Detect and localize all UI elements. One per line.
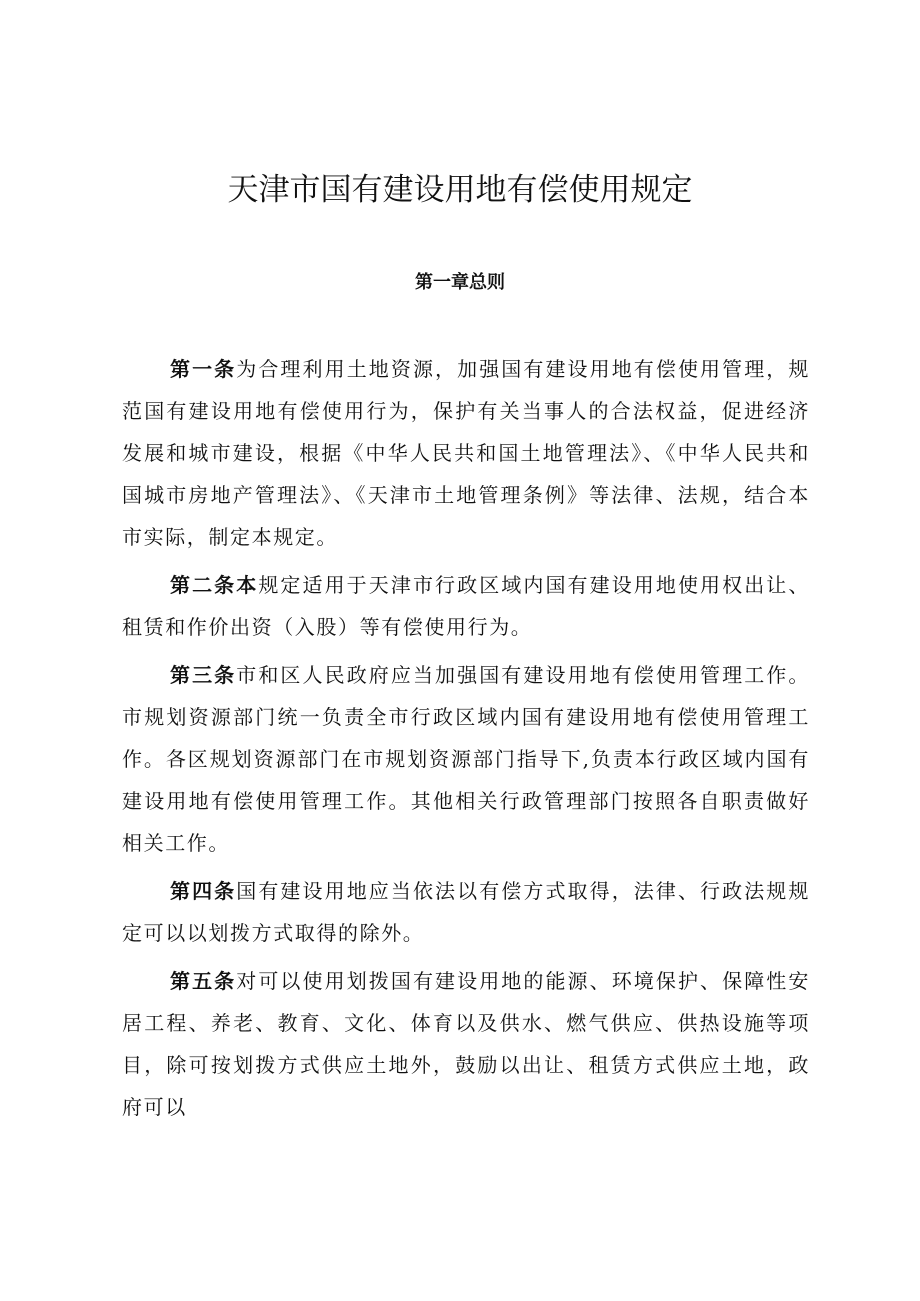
article-label: 第四条	[170, 879, 237, 903]
article-3	[122, 654, 810, 864]
article-label: 第一条	[170, 357, 237, 381]
article-text: 规定适用于天津市行政区域内国有建设用地使用权出让、租赁和作价出资（入股）等有偿使用行为。	[122, 573, 810, 639]
document-title: 天津市国有建设用地有偿使用规定	[227, 172, 693, 208]
article-4	[122, 870, 810, 954]
article-text: 国有建设用地应当依法以有偿方式取得，法律、行政法规规定可以以划拨方式取得的除外。	[122, 879, 810, 945]
document-body	[122, 348, 810, 1128]
article-label: 第三条	[170, 663, 237, 687]
article-text: 市和区人民政府应当加强国有建设用地有偿使用管理工作。市规划资源部门统一负责全市行政区域内国有建设用地有偿使用管理工作。各区规划资源部门在市规划资源部门指导下,负责本行政区域内国有建设用地有偿使用管理工作。其他相关行政管理部门按照各自职责做好相关工作。	[122, 663, 810, 855]
article-2	[122, 564, 810, 648]
article-label: 第二条本	[170, 573, 259, 597]
article-text: 为合理利用土地资源，加强国有建设用地有偿使用管理，规范国有建设用地有偿使用行为，保护有关当事人的合法权益，促进经济发展和城市建设，根据《中华人民共和国土地管理法》、《中华人民共和国城市房地产管理法》、《天津市土地管理条例》等法律、法规，结合本市实际，制定本规定。	[122, 357, 810, 549]
article-label: 第五条	[170, 969, 237, 993]
chapter-heading: 第一章总则	[415, 272, 505, 293]
article-text: 对可以使用划拨国有建设用地的能源、环境保护、保障性安居工程、养老、教育、文化、体育以及供水、燃气供应、供热设施等项目，除可按划拨方式供应土地外，鼓励以出让、租赁方式供应土地，政府可以	[122, 969, 810, 1119]
article-1	[122, 348, 810, 558]
article-5	[122, 960, 810, 1128]
